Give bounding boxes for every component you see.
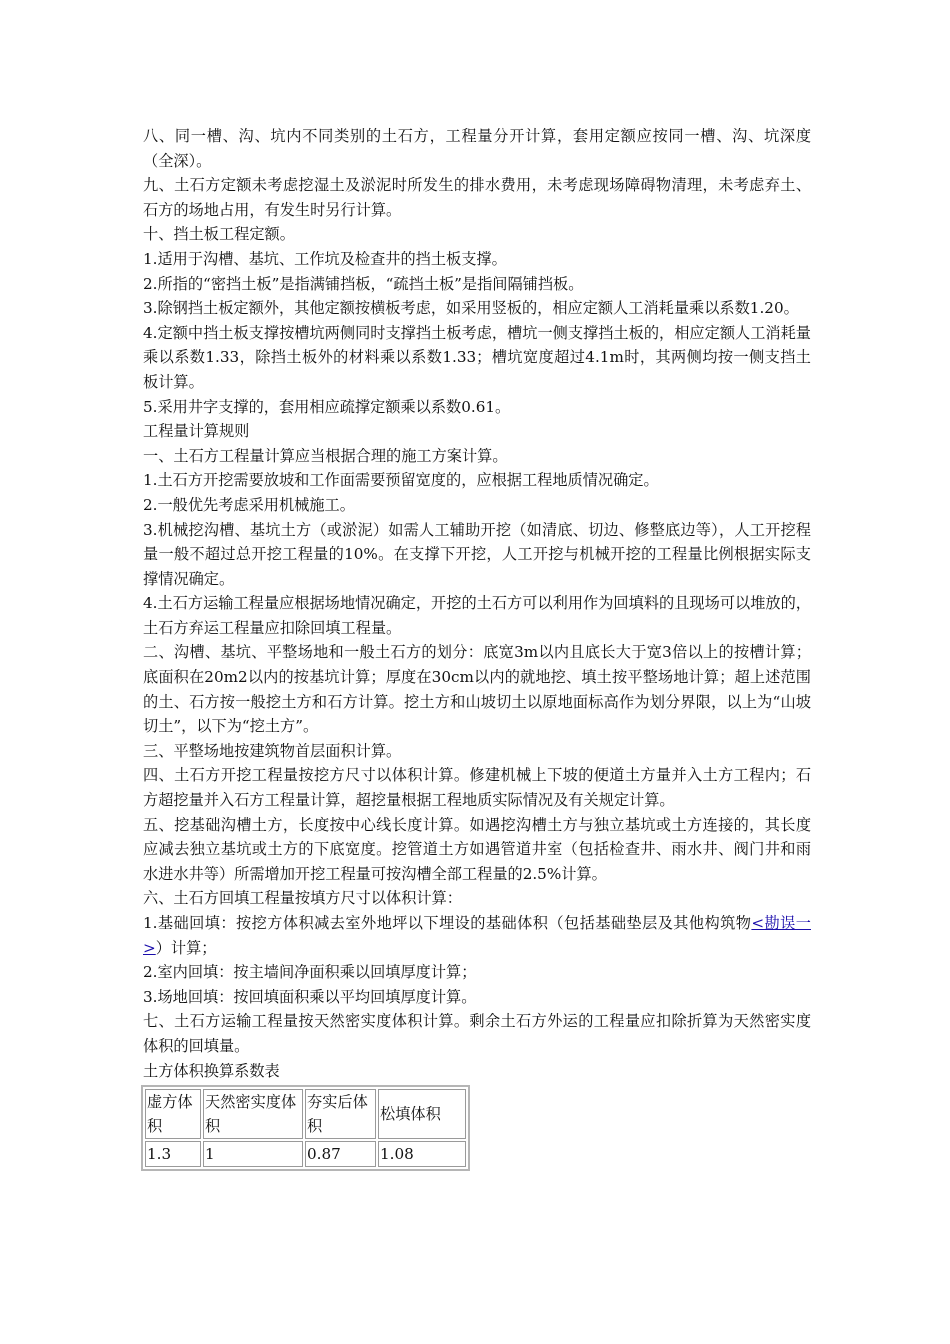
table-cell: 1.3 — [145, 1141, 201, 1167]
table-cell: 1.08 — [378, 1141, 466, 1167]
paragraph-10-2: 2.所指的“密挡土板”是指满铺挡板，“疏挡土板”是指间隔铺挡板。 — [143, 274, 584, 293]
header-cell-compacted: 夯实后体积 — [305, 1089, 376, 1139]
rule-1-3: 3.机械挖沟槽、基坑土方（或淤泥）如需人工辅助开挖（如清底、切边、修整底边等），人工开挖程量一般不超过总开挖工程量的10%。在支撑下开挖，人工开挖与机械开挖的工程量比例根据实际支撑情况确定。 — [143, 520, 811, 588]
rule-4: 四、土石方开挖工程量按挖方尺寸以体积计算。修建机械上下坡的便道土方量并入土方工程内；石方超挖量并入石方工程量计算，超挖量根据工程地质实际情况及有关规定计算。 — [143, 766, 811, 810]
rule-6-1-tail: ）计算； — [155, 938, 217, 957]
rule-7: 七、土石方运输工程量按天然密实度体积计算。剩余土石方外运的工程量应扣除折算为天然密实度体积的回填量。 — [143, 1012, 811, 1055]
paragraph-10-4: 4.定额中挡土板支撑按槽坑两侧同时支撑挡土板考虑，槽坑一侧支撑挡土板的，相应定额人工消耗量乘以系数1.33，除挡土板外的材料乘以系数1.33；槽坑宽度超过4.1m时，其两侧均按一侧支挡土板计算。 — [143, 323, 811, 391]
paragraph-10-3: 3.除钢挡土板定额外，其他定额按横板考虑，如采用竖板的，相应定额人工消耗量乘以系数1.20。 — [143, 299, 799, 318]
header-cell-loose: 虚方体积 — [145, 1089, 201, 1139]
table-cell: 0.87 — [305, 1141, 376, 1167]
paragraph-8: 八、同一槽、沟、坑内不同类别的土石方，工程量分开计算，套用定额应按同一槽、沟、坑深度（全深）。 — [143, 127, 811, 170]
section-heading-rules: 工程量计算规则 — [143, 422, 250, 441]
table-row — [145, 1141, 466, 1167]
rule-1-1: 1.土石方开挖需要放坡和工作面需要预留宽度的，应根据工程地质情况确定。 — [143, 471, 659, 490]
rule-1-4: 4.土石方运输工程量应根据场地情况确定，开挖的土石方可以利用作为回填料的且现场可以堆放的，土石方弃运工程量应扣除回填工程量。 — [143, 594, 811, 637]
table-header-row — [145, 1089, 466, 1139]
paragraph-10: 十、挡土板工程定额。 — [143, 225, 295, 244]
table-title: 土方体积换算系数表 — [143, 1061, 280, 1080]
rule-5: 五、挖基础沟槽土方，长度按中心线长度计算。如遇挖沟槽土方与独立基坑或土方连接的，其长度应减去独立基坑或土方的下底宽度。挖管道土方如遇管道井室（包括检查井、雨水井、阀门井和雨水进水井等）所需增加开挖工程量可按沟槽全部工程量的2.5%计算。 — [143, 815, 811, 883]
rule-6-1 — [143, 911, 811, 960]
rule-6-1-text: 1.基础回填：按挖方体积减去室外地坪以下埋设的基础体积（包括基础垫层及其他构筑物 — [143, 914, 752, 932]
table-cell: 1 — [203, 1141, 303, 1167]
rule-2: 二、沟槽、基坑、平整场地和一般土石方的划分：底宽3m以内且底长大于宽3倍以上的按槽计算；底面积在20m2以内的按基坑计算；厚度在30cm以内的就地挖、填土按平整场地计算；超上述范围的土、石方按一般挖土方和石方计算。挖土方和山坡切土以原地面标高作为划分界限，以上为“山坡切土”，以下为“挖土方”。 — [143, 643, 811, 736]
rule-6-2: 2.室内回填：按主墙间净面积乘以回填厚度计算； — [143, 963, 477, 982]
header-cell-loose-fill: 松填体积 — [378, 1089, 466, 1139]
paragraph-10-1: 1.适用于沟槽、基坑、工作坑及检查井的挡土板支撑。 — [143, 249, 507, 268]
paragraph-9: 九、土石方定额未考虑挖湿土及淤泥时所发生的排水费用，未考虑现场障碍物清理，未考虑弃土、石方的场地占用，有发生时另行计算。 — [143, 176, 811, 219]
rule-6-3: 3.场地回填：按回填面积乘以平均回填厚度计算。 — [143, 987, 477, 1006]
document-body — [143, 124, 811, 1171]
rule-1: 一、土石方工程量计算应当根据合理的施工方案计算。 — [143, 446, 508, 465]
rule-6: 六、土石方回填工程量按填方尺寸以体积计算： — [143, 889, 462, 908]
rule-1-2: 2.一般优先考虑采用机械施工。 — [143, 495, 355, 514]
header-cell-natural: 天然密实度体积 — [203, 1089, 303, 1139]
conversion-table — [141, 1085, 470, 1171]
paragraph-10-5: 5.采用井字支撑的，套用相应疏撑定额乘以系数0.61。 — [143, 397, 511, 416]
errata-link[interactable]: <勘误一> — [143, 914, 811, 957]
rule-3: 三、平整场地按建筑物首层面积计算。 — [143, 741, 402, 760]
